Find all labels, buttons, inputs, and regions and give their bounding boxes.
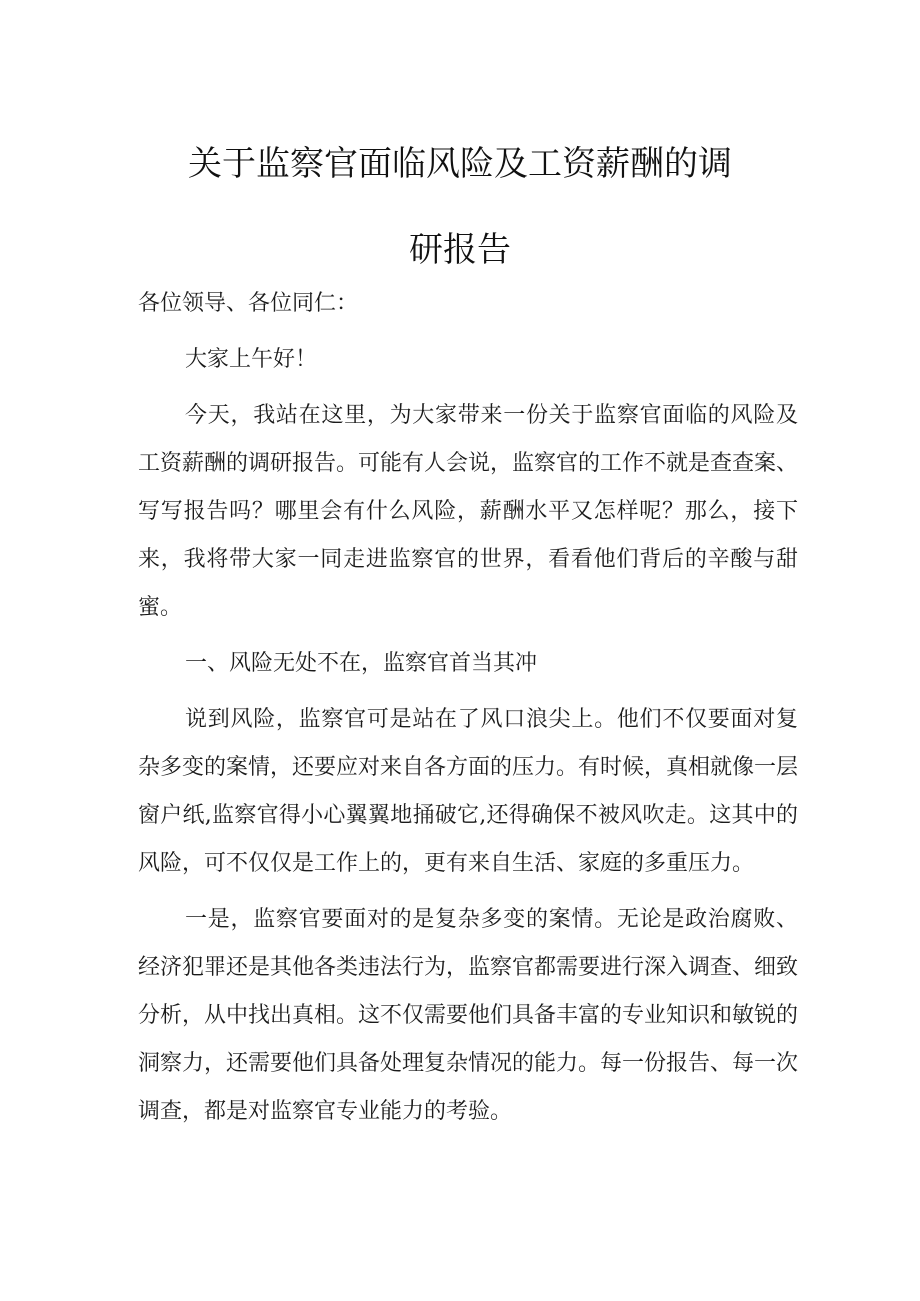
greeting-paragraph: 大家上午好！ — [185, 347, 318, 372]
point-one-paragraph: 一是，监察官要面对的是复杂多变的案情。无论是政治腐败、经济犯罪还是其他各类违法行为，监察官都需要进行深入调查、细致分析，从中找出真相。这不仅需要他们具备丰富的专业知识和敏锐的洞察力，还需要他们具备处理复杂情况的能力。每一份报告、每一次调查，都是对监察官专业能力的考验。 — [138, 907, 799, 1124]
risk-paragraph: 说到风险，监察官可是站在了风口浪尖上。他们不仅要面对复杂多变的案情，还要应对来自各方面的压力。有时候，真相就像一层窗户纸,监察官得小心翼翼地捅破它,还得确保不被风吹走。这其中的风险，可不仅仅是工作上的，更有来自生活、家庭的多重压力。 — [138, 707, 799, 876]
section-heading-risk: 一、风险无处不在，监察官首当其冲 — [185, 651, 538, 676]
document-title-line-2: 研报告 — [409, 230, 511, 270]
salutation-paragraph: 各位领导、各位同仁： — [138, 291, 359, 316]
document-title-line-1: 关于监察官面临风险及工资薪酬的调 — [188, 144, 732, 184]
intro-paragraph: 今天，我站在这里，为大家带来一份关于监察官面临的风险及工资薪酬的调研报告。可能有人会说，监察官的工作不就是查查案、写写报告吗？哪里会有什么风险，薪酬水平又怎样呢？那么，接下来，我将带大家一同走进监察官的世界，看看他们背后的辛酸与甜蜜。 — [138, 403, 799, 620]
document-body — [138, 280, 798, 1144]
